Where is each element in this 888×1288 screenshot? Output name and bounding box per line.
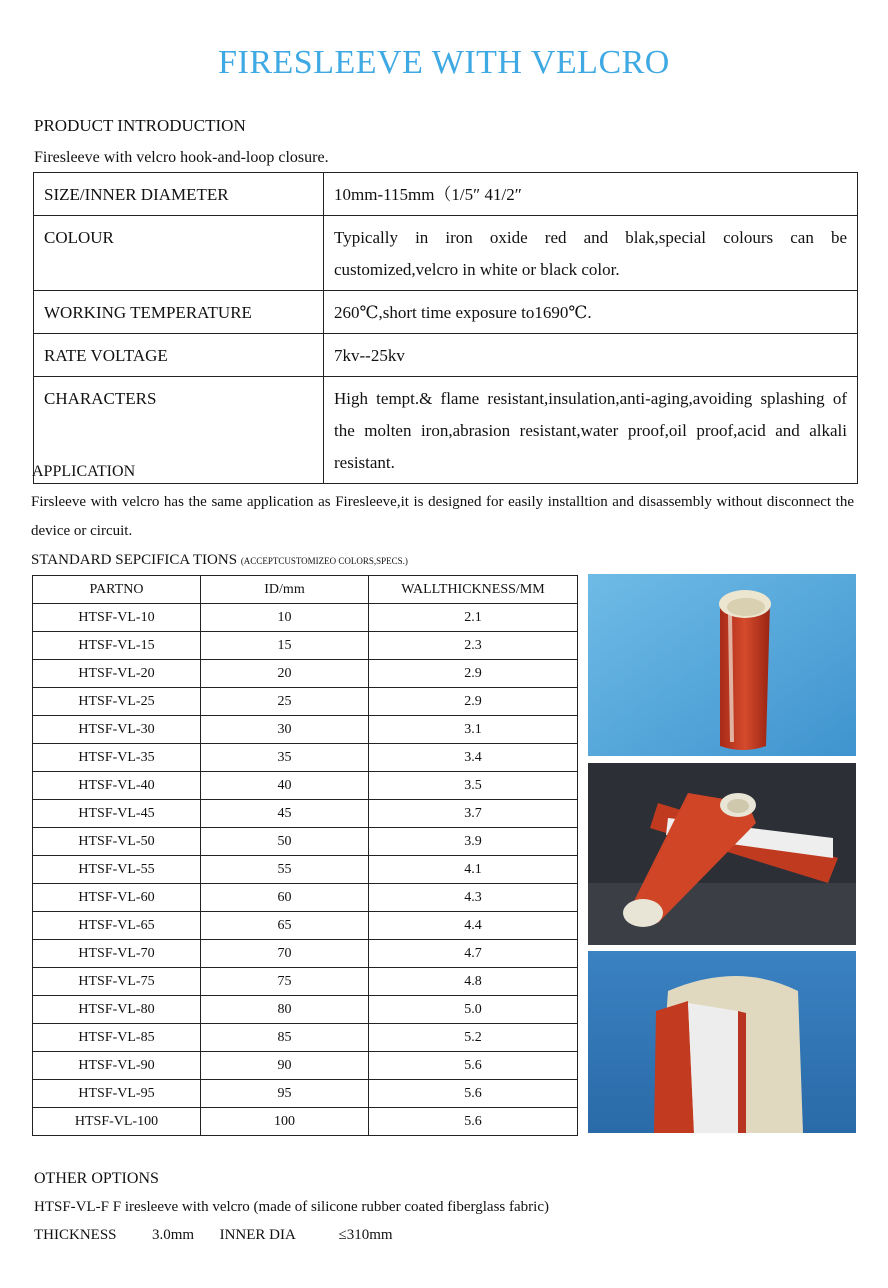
inner-diameter-cell: 75 <box>201 968 369 996</box>
standing-sleeve-photo <box>588 574 856 756</box>
intro-value: High tempt.& flame resistant,insulation,anti-aging,avoiding splashing of the molten iron,abrasion resistant,water proof,oil proof,acid and alkali resistant. <box>324 377 858 484</box>
column-header: PARTNO <box>33 576 201 604</box>
wall-thickness-cell: 2.3 <box>369 632 578 660</box>
inner-diameter-cell: 60 <box>201 884 369 912</box>
part-number-cell: HTSF-VL-75 <box>33 968 201 996</box>
inner-diameter-cell: 85 <box>201 1024 369 1052</box>
part-number-cell: HTSF-VL-35 <box>33 744 201 772</box>
table-row <box>34 377 858 484</box>
part-number-cell: HTSF-VL-10 <box>33 604 201 632</box>
wall-thickness-cell: 4.4 <box>369 912 578 940</box>
wall-thickness-cell: 5.6 <box>369 1108 578 1136</box>
wall-thickness-cell: 5.2 <box>369 1024 578 1052</box>
wall-thickness-cell: 2.9 <box>369 688 578 716</box>
application-text: Firsleeve with velcro has the same application as Firesleeve,it is designed for easily installtion and disassembly without disconnect the device or circuit. <box>31 494 854 539</box>
intro-text: Firesleeve with velcro hook-and-loop closure. <box>34 149 329 166</box>
part-number-cell: HTSF-VL-65 <box>33 912 201 940</box>
intro-label: COLOUR <box>34 216 324 291</box>
intro-label: RATE VOLTAGE <box>34 334 324 377</box>
part-number-cell: HTSF-VL-80 <box>33 996 201 1024</box>
inner-dia-value: ≤310mm <box>338 1227 393 1243</box>
column-header: ID/mm <box>201 576 369 604</box>
wall-thickness-cell: 4.8 <box>369 968 578 996</box>
table-row <box>33 632 578 660</box>
cut-sleeves-photo <box>588 763 856 945</box>
part-number-cell: HTSF-VL-45 <box>33 800 201 828</box>
wall-thickness-cell: 2.1 <box>369 604 578 632</box>
other-options-text: HTSF-VL-F F iresleeve with velcro (made of silicone rubber coated fiberglass fabric) <box>34 1199 549 1215</box>
table-row <box>33 744 578 772</box>
part-number-cell: HTSF-VL-90 <box>33 1052 201 1080</box>
table-row <box>33 968 578 996</box>
part-number-cell: HTSF-VL-50 <box>33 828 201 856</box>
wall-thickness-cell: 2.9 <box>369 660 578 688</box>
table-row <box>33 912 578 940</box>
intro-value: 7kv--25kv <box>324 334 858 377</box>
wall-thickness-cell: 5.0 <box>369 996 578 1024</box>
open-sleeve-closeup-photo <box>588 951 856 1133</box>
wall-thickness-cell: 5.6 <box>369 1052 578 1080</box>
inner-diameter-cell: 45 <box>201 800 369 828</box>
wall-thickness-cell: 3.7 <box>369 800 578 828</box>
inner-diameter-cell: 95 <box>201 1080 369 1108</box>
part-number-cell: HTSF-VL-20 <box>33 660 201 688</box>
specs-table <box>32 575 578 1136</box>
wall-thickness-cell: 3.1 <box>369 716 578 744</box>
page-title: FIRESLEEVE WITH VELCRO <box>218 44 670 81</box>
intro-value: 260℃,short time exposure to1690℃. <box>324 291 858 334</box>
part-number-cell: HTSF-VL-15 <box>33 632 201 660</box>
intro-label: WORKING TEMPERATURE <box>34 291 324 334</box>
part-number-cell: HTSF-VL-30 <box>33 716 201 744</box>
intro-label: CHARACTERS <box>34 377 324 484</box>
table-row <box>33 772 578 800</box>
other-options-heading: OTHER OPTIONS <box>34 1170 159 1187</box>
inner-diameter-cell: 15 <box>201 632 369 660</box>
inner-diameter-cell: 90 <box>201 1052 369 1080</box>
wall-thickness-cell: 3.5 <box>369 772 578 800</box>
inner-diameter-cell: 55 <box>201 856 369 884</box>
wall-thickness-cell: 5.6 <box>369 1080 578 1108</box>
table-row <box>33 1080 578 1108</box>
other-options-specs <box>34 1221 393 1250</box>
inner-diameter-cell: 40 <box>201 772 369 800</box>
table-row <box>33 884 578 912</box>
part-number-cell: HTSF-VL-95 <box>33 1080 201 1108</box>
thickness-value: 3.0mm <box>152 1227 195 1243</box>
application-heading: APPLICATION <box>32 463 136 480</box>
wall-thickness-cell: 4.7 <box>369 940 578 968</box>
intro-heading: PRODUCT INTRODUCTION <box>34 116 246 135</box>
table-row <box>33 688 578 716</box>
intro-label: SIZE/INNER DIAMETER <box>34 173 324 216</box>
table-row <box>34 334 858 377</box>
inner-diameter-cell: 50 <box>201 828 369 856</box>
thickness-label: THICKNESS <box>34 1227 117 1243</box>
inner-diameter-cell: 35 <box>201 744 369 772</box>
part-number-cell: HTSF-VL-55 <box>33 856 201 884</box>
part-number-cell: HTSF-VL-40 <box>33 772 201 800</box>
specs-note: (ACCEPTCUSTOMIZEO COLORS,SPECS.) <box>240 556 408 566</box>
wall-thickness-cell: 3.4 <box>369 744 578 772</box>
specs-heading <box>31 552 408 569</box>
wall-thickness-cell: 4.1 <box>369 856 578 884</box>
wall-thickness-cell: 4.3 <box>369 884 578 912</box>
intro-table <box>33 172 858 484</box>
inner-dia-label: INNER DIA <box>219 1227 296 1243</box>
table-row <box>33 940 578 968</box>
table-row <box>33 660 578 688</box>
intro-value: Typically in iron oxide red and blak,special colours can be customized,velcro in white or black color. <box>324 216 858 291</box>
inner-diameter-cell: 25 <box>201 688 369 716</box>
table-row <box>34 291 858 334</box>
table-row <box>33 856 578 884</box>
specs-title: STANDARD SEPCIFICA TIONS <box>31 552 238 568</box>
inner-diameter-cell: 70 <box>201 940 369 968</box>
inner-diameter-cell: 20 <box>201 660 369 688</box>
table-row <box>34 173 858 216</box>
column-header: WALLTHICKNESS/MM <box>369 576 578 604</box>
table-row <box>33 800 578 828</box>
part-number-cell: HTSF-VL-60 <box>33 884 201 912</box>
table-row <box>34 216 858 291</box>
table-row <box>33 1108 578 1136</box>
part-number-cell: HTSF-VL-100 <box>33 1108 201 1136</box>
intro-value: 10mm-115mm（1/5″ 41/2″ <box>324 173 858 216</box>
inner-diameter-cell: 30 <box>201 716 369 744</box>
wall-thickness-cell: 3.9 <box>369 828 578 856</box>
inner-diameter-cell: 100 <box>201 1108 369 1136</box>
table-row <box>33 1052 578 1080</box>
table-row <box>33 996 578 1024</box>
table-row <box>33 716 578 744</box>
part-number-cell: HTSF-VL-25 <box>33 688 201 716</box>
inner-diameter-cell: 65 <box>201 912 369 940</box>
part-number-cell: HTSF-VL-85 <box>33 1024 201 1052</box>
inner-diameter-cell: 80 <box>201 996 369 1024</box>
table-row <box>33 828 578 856</box>
inner-diameter-cell: 10 <box>201 604 369 632</box>
table-row <box>33 604 578 632</box>
table-header-row <box>33 576 578 604</box>
part-number-cell: HTSF-VL-70 <box>33 940 201 968</box>
table-row <box>33 1024 578 1052</box>
